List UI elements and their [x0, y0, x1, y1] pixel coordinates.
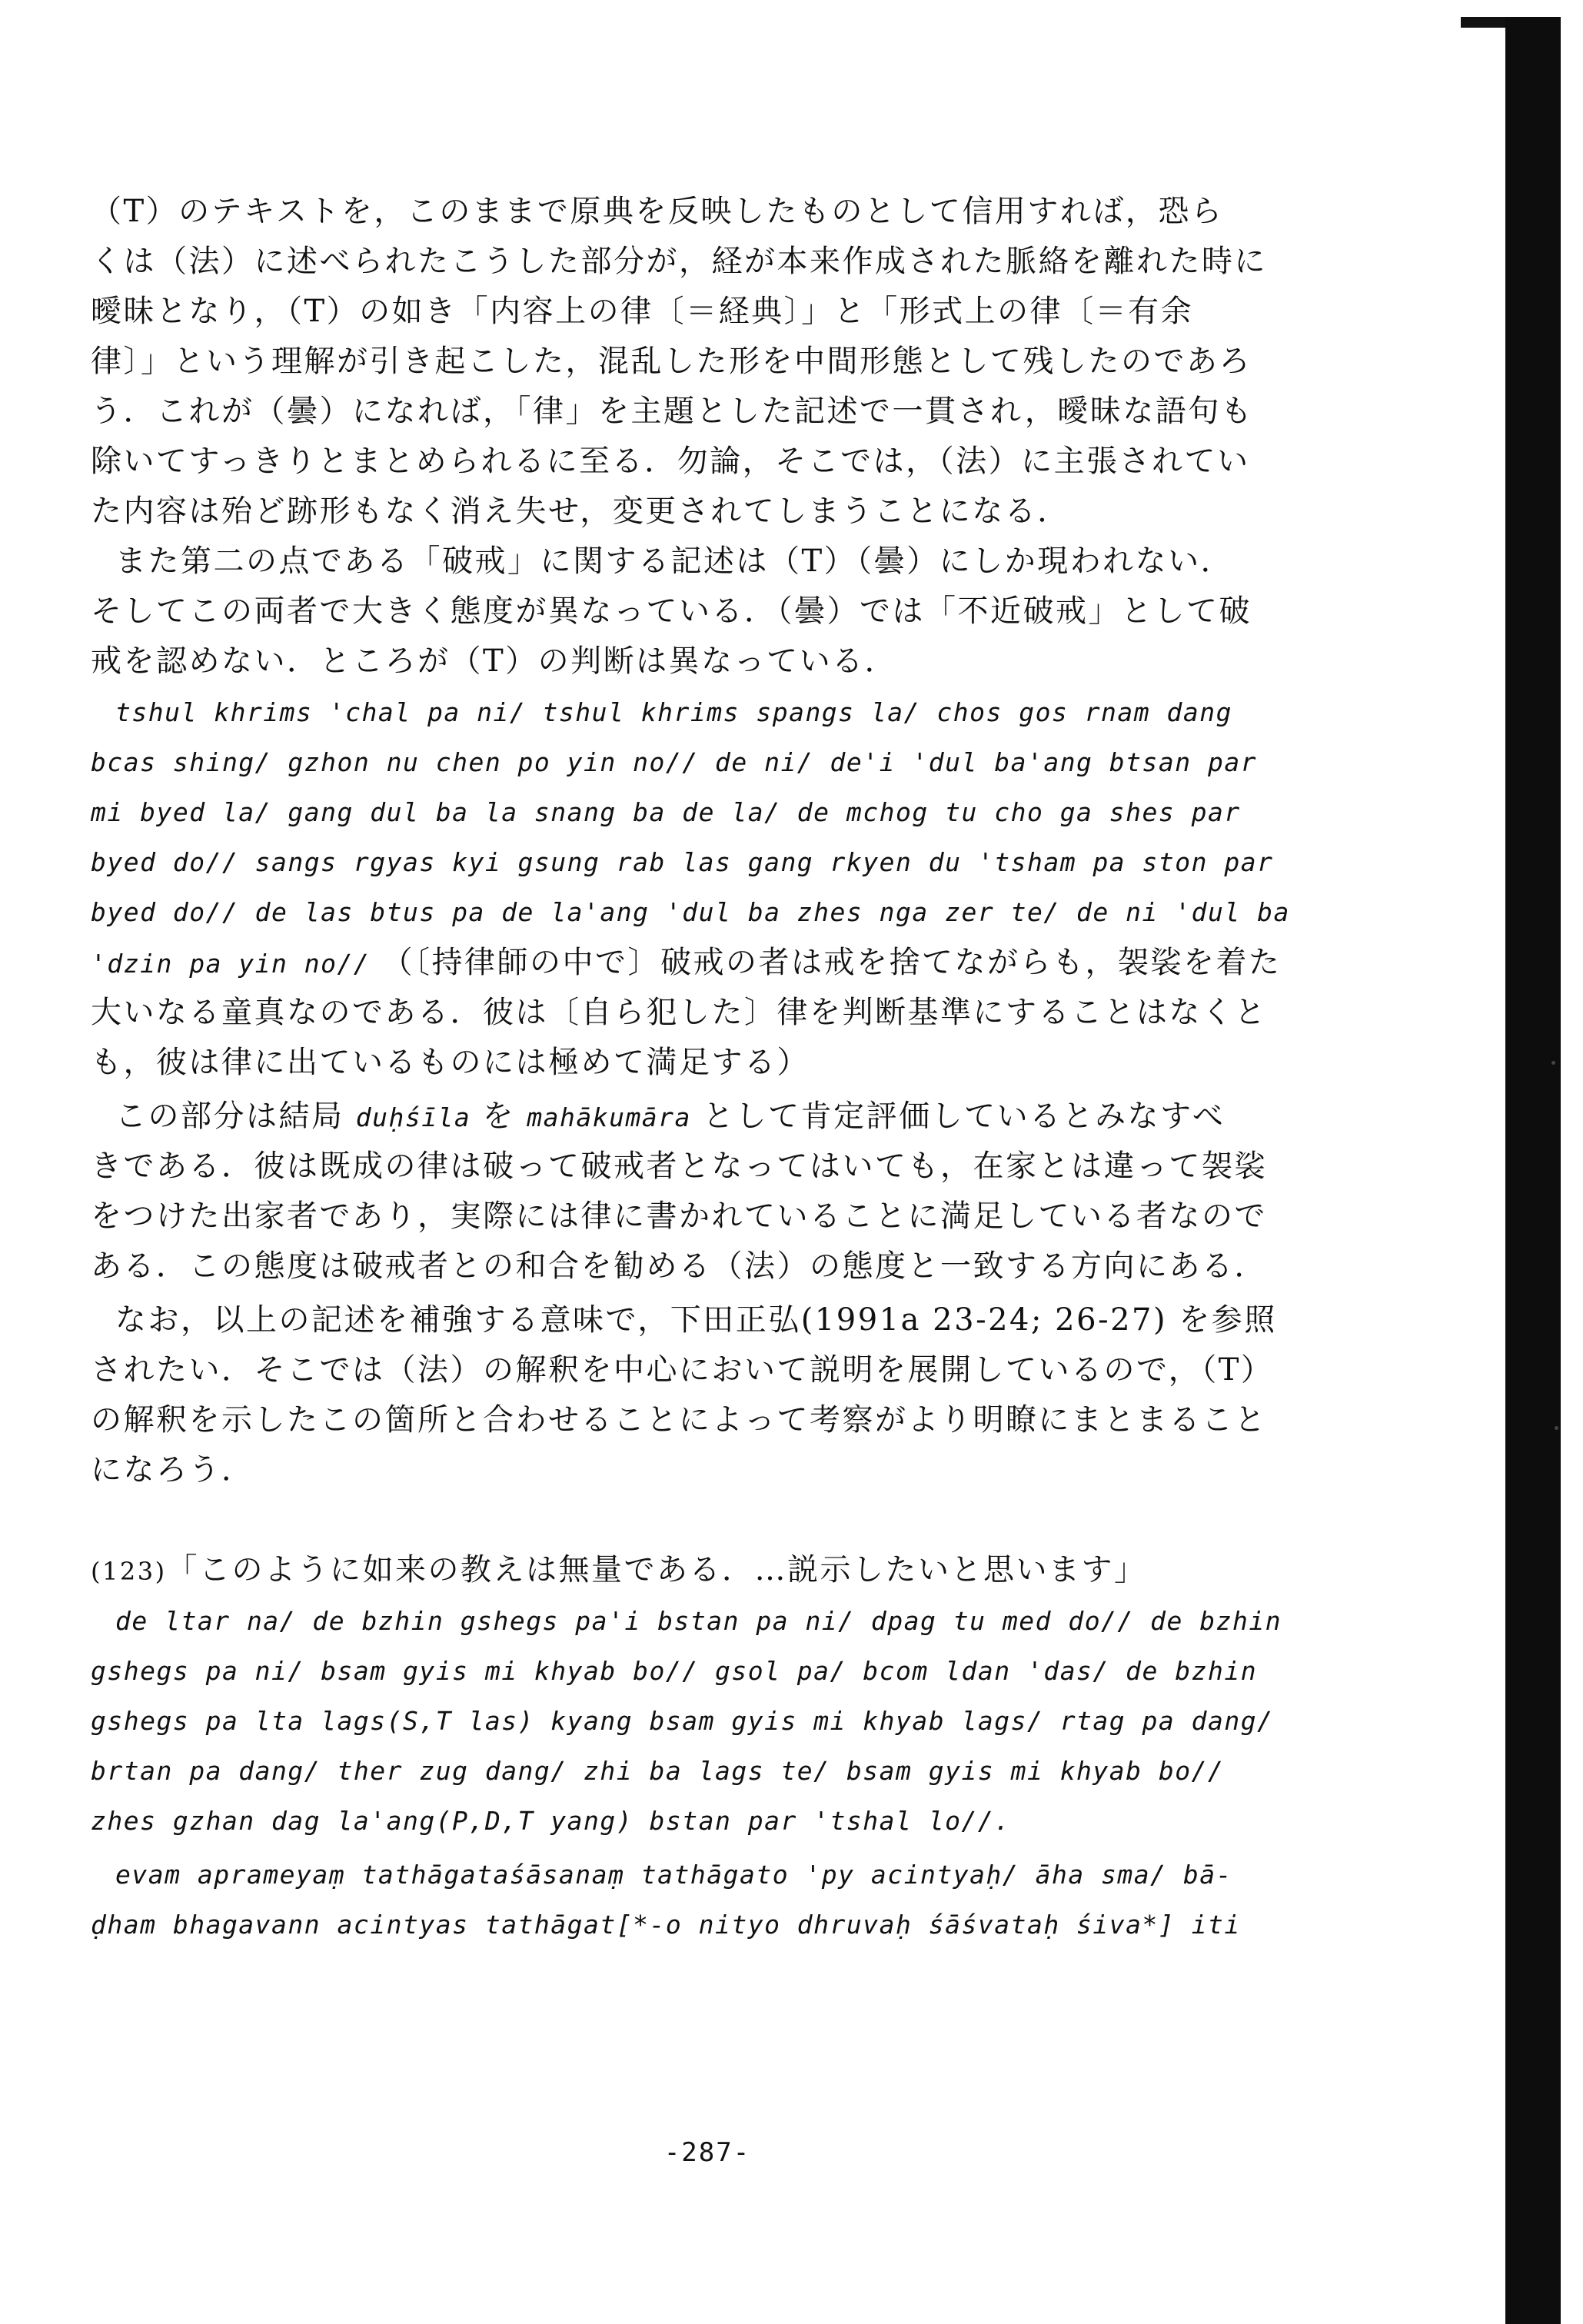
text-run: として肯定評価しているとみなすべ: [703, 1099, 1225, 1134]
tibetan-line: bcas shing/ gzhon nu chen po yin no// de ni/ de'i 'dul ba'ang btsan par: [91, 747, 1258, 777]
scan-edge: [1505, 17, 1561, 2324]
sanskrit-line: evam aprameyaṃ tathāgataśāsanaṃ tathāgato 'py acintyaḥ/ āha sma/ bā-: [115, 1860, 1233, 1890]
tibetan-line: mi byed la/ gang dul ba la snang ba de la/ de mchog tu cho ga shes par: [91, 797, 1241, 827]
text-line: また第二の点である「破戒」に関する記述は（T）（曇）にしか現われない．: [115, 544, 1234, 579]
text-line: 律〕」という理解が引き起こした，混乱した形を中間形態として残したのであろ: [91, 344, 1252, 379]
text-line: されたい．そこでは（法）の解釈を中心において説明を展開しているので，（T）: [91, 1352, 1274, 1388]
text-line: なお，以上の記述を補強する意味で，下田正弘(1991a 23-24; 26-27) を参照: [115, 1302, 1277, 1338]
skt-term: mahākumāra: [527, 1102, 691, 1132]
scan-speck: [1551, 1061, 1555, 1065]
text-line: くは（法）に述べられたこうした部分が，経が本来作成された脈絡を離れた時に: [91, 244, 1267, 279]
tibetan-line: zhes gzhan dag la'ang(P,D,T yang) bstan par 'tshal lo//.: [91, 1806, 1011, 1836]
tibetan-inline: 'dzin pa yin no//: [91, 949, 371, 979]
text-line: 戒を認めない．ところが（T）の判断は異なっている．: [91, 643, 898, 679]
tibetan-line: byed do// sangs rgyas kyi gsung rab las gang rkyen du 'tsham pa ston par: [91, 847, 1274, 877]
scan-speck: [1555, 1426, 1558, 1430]
note-number: (123): [91, 1557, 167, 1586]
text-line: う．これが（曇）になれば，「律」を主題とした記述で一貫され，曖昧な語句も: [91, 394, 1254, 429]
tibetan-line: gshegs pa ni/ bsam gyis mi khyab bo// gsol pa/ bcom ldan 'das/ de bzhin: [91, 1656, 1258, 1686]
tibetan-line: gshegs pa lta lags(S,T las) kyang bsam gyis mi khyab lags/ rtag pa dang/: [91, 1706, 1274, 1736]
tibetan-line: byed do// de las btus pa de la'ang 'dul ba zhes nga zer te/ de ni 'dul ba: [91, 897, 1290, 927]
text-line: をつけた出家者であり，実際には律に書かれていることに満足している者なので: [91, 1199, 1267, 1234]
translation-inline: （〔持律師の中で〕破戒の者は戒を捨てながらも，袈裟を着た: [381, 945, 1282, 980]
tibetan-line: tshul khrims 'chal pa ni/ tshul khrims spangs la/ chos gos rnam dang: [115, 697, 1233, 727]
text-line: そしてこの両者で大きく態度が異なっている．（曇）では「不近破戒」として破: [91, 593, 1252, 629]
text-line: 曖昧となり，（T）の如き「内容上の律〔＝経典〕」と「形式上の律〔＝有余: [91, 294, 1194, 329]
text-line: 大いなる童真なのである．彼は〔自ら犯した〕律を判断基準にすることはなくと: [91, 995, 1267, 1030]
tibetan-line: brtan pa dang/ ther zug dang/ zhi ba lags te/ bsam gyis mi khyab bo//: [91, 1756, 1225, 1786]
text-line: （T）のテキストを，このままで原典を反映したものとして信用すれば，恐ら: [91, 194, 1224, 229]
text-line: た内容は殆ど跡形もなく消え失せ，変更されてしまうことになる．: [91, 494, 1070, 529]
tibetan-line: de ltar na/ de bzhin gshegs pa'i bstan pa ni/ dpag tu med do// de bzhin: [115, 1606, 1282, 1636]
text-line: の解釈を示したこの箇所と合わせることによって考察がより明瞭にまとまること: [91, 1402, 1267, 1438]
text-line: になろう．: [91, 1452, 254, 1488]
text-run: この部分は結局: [115, 1099, 344, 1134]
text-line: ある．この態度は破戒者との和合を勧める（法）の態度と一致する方向にある．: [91, 1248, 1267, 1284]
text-line: [115, 1101, 1225, 1132]
mixed-line: [91, 947, 1281, 978]
sanskrit-line: ḍham bhagavann acintyas tathāgat[*-o nityo dhruvaḥ śāśvataḥ śiva*] iti: [91, 1910, 1241, 1940]
text-line: 除いてすっきりとまとめられるに至る．勿論，そこでは，（法）に主張されてい: [91, 444, 1250, 479]
text-run: を: [482, 1099, 516, 1134]
text-line: きである．彼は既成の律は破って破戒者となってはいても，在家とは違って袈裟: [91, 1149, 1267, 1184]
page-number: -287-: [663, 2137, 751, 2168]
text-line: も，彼は律に出ているものには極めて満足する）: [91, 1045, 810, 1080]
skt-term: duḥśīla: [355, 1102, 471, 1132]
note-text: 「このように如来の教えは無量である．…説示したいと思います」: [166, 1552, 1147, 1588]
note-heading: [91, 1552, 1147, 1588]
